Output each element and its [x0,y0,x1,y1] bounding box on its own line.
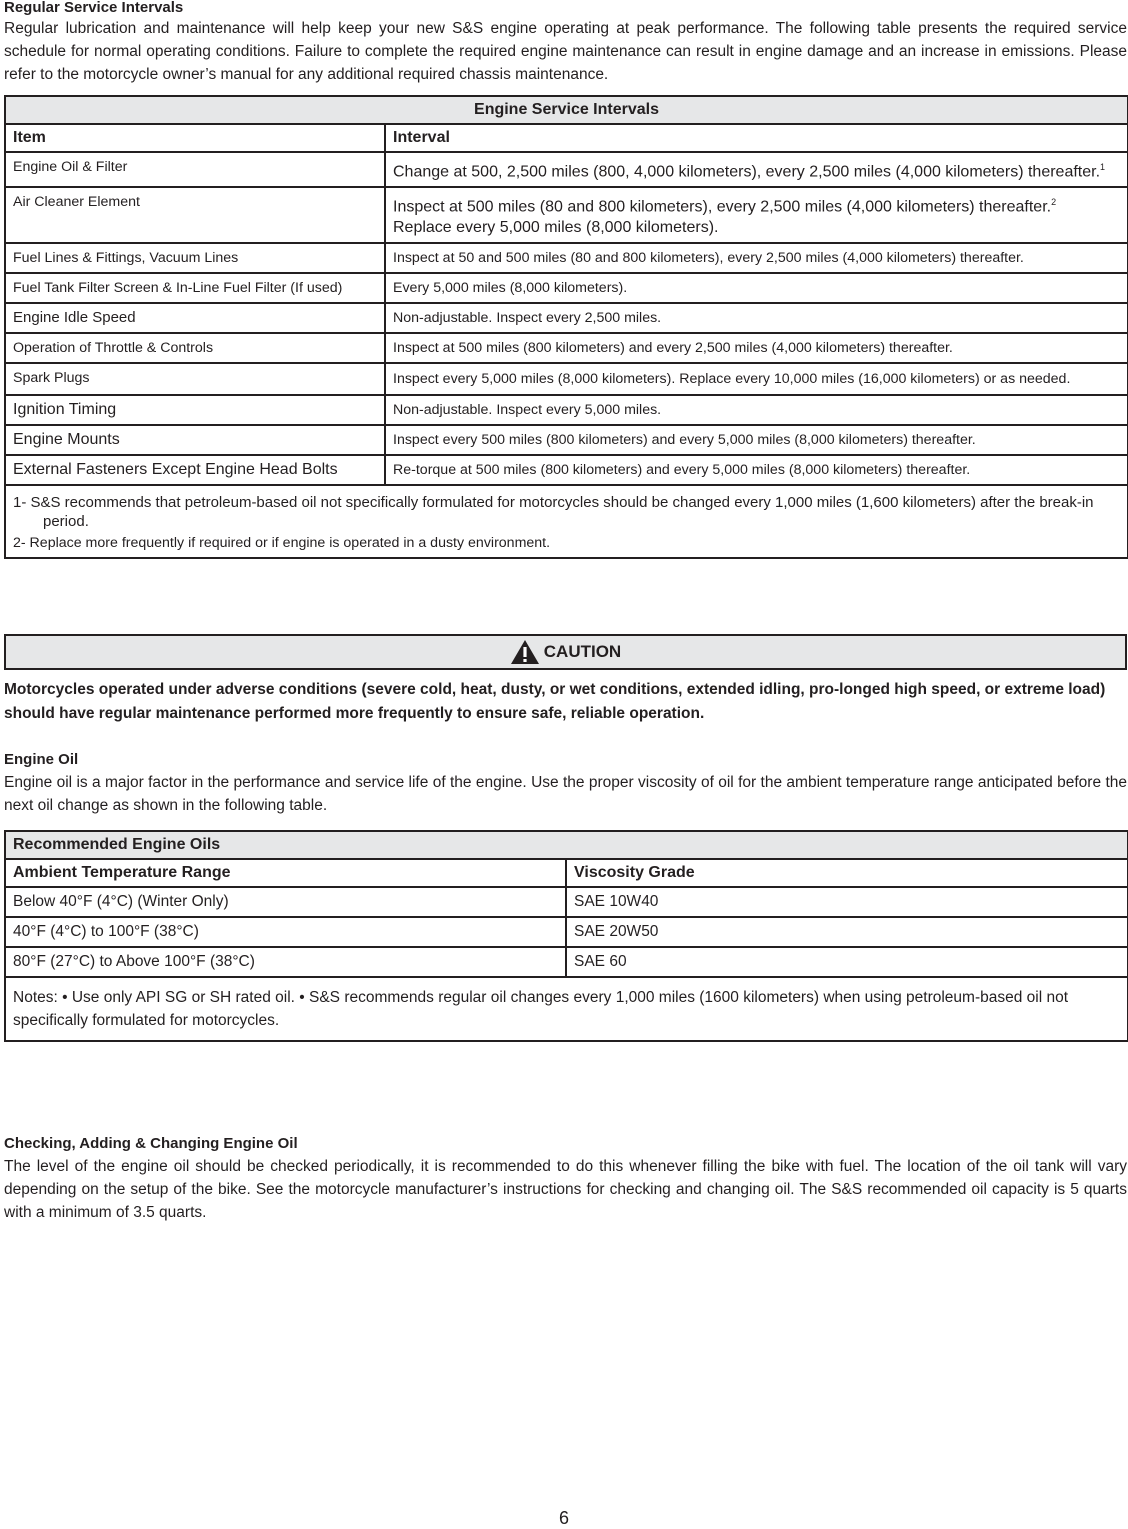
oil-table-col-temp: Ambient Temperature Range [5,859,566,887]
item-cell: Engine Idle Speed [5,303,385,333]
temp-cell: 80°F (27°C) to Above 100°F (38°C) [5,947,566,977]
footnote-ref: 1 [1100,162,1106,172]
footnotes-cell [5,485,1128,558]
grade-cell: SAE 10W40 [566,887,1128,917]
table-row [5,947,1128,977]
page-number: 6 [558,1508,569,1528]
service-table-col-item: Item [5,124,385,152]
interval-cell: Inspect every 500 miles (800 kilometers) and every 5,000 miles (8,000 kilometers) thereafter. [385,425,1128,455]
item-cell: Operation of Throttle & Controls [5,333,385,363]
table-row [5,152,1128,187]
item-cell: Ignition Timing [5,395,385,425]
footnote-2: 2- Replace more frequently if required or if engine is operated in a dusty environment. [13,534,551,551]
table-row [5,395,1128,425]
interval-cell: Every 5,000 miles (8,000 kilometers). [385,273,1128,303]
footnotes-row [5,485,1128,558]
footnote-ref: 2 [1051,197,1057,208]
checking-oil-section [4,1136,1127,1224]
grade-cell: SAE 60 [566,947,1128,977]
temp-cell: 40°F (4°C) to 100°F (38°C) [5,917,566,947]
item-cell: Engine Oil & Filter [5,152,385,187]
caution-label: CAUTION [543,642,622,661]
interval-cell: Non-adjustable. Inspect every 5,000 miles. [385,395,1128,425]
service-table-title: Engine Service Intervals [5,96,1128,124]
regular-service-body: Regular lubrication and maintenance will help keep your new S&S engine operating at peak performance. The following table presents the required service schedule for normal operating conditions. Failure to complete the required engine maintenance can result in engine damage and an increase in emissions. Please refer to the motorcycle owner’s manual for any additional required chassis maintenance. [4,20,1127,83]
table-row [5,363,1128,395]
footnote-1: 1- S&S recommends that petroleum-based oil not specifically formulated for motorcycles should be changed every 1,000 miles (1,600 kilometers) after the break-in period. [13,493,1094,530]
item-cell: Fuel Tank Filter Screen & In-Line Fuel Filter (If used) [5,273,385,303]
grade-cell: SAE 20W50 [566,917,1128,947]
interval-cell: Inspect at 500 miles (80 and 800 kilometers), every 2,500 miles (4,000 kilometers) thereafter.$^2$ Replace every 5,000 miles (8,000 kilometers). [385,187,1128,242]
recommended-engine-oils-table [4,830,1128,1042]
engine-service-intervals-table [4,95,1128,559]
item-cell: External Fasteners Except Engine Head Bolts [5,455,385,485]
regular-service-heading: Regular Service Intervals [4,0,184,16]
item-cell: Fuel Lines & Fittings, Vacuum Lines [5,243,385,273]
interval-cell: Change at 500, 2,500 miles (800, 4,000 kilometers), every 2,500 miles (4,000 kilometers) thereafter.$^1$ [385,152,1128,187]
interval-cell: Re-torque at 500 miles (800 kilometers) and every 5,000 miles (8,000 kilometers) thereafter. [385,455,1128,485]
table-row [5,243,1128,273]
interval-cell: Non-adjustable. Inspect every 2,500 miles. [385,303,1128,333]
temp-cell: Below 40°F (4°C) (Winter Only) [5,887,566,917]
oil-table-title: Recommended Engine Oils [5,831,1128,859]
engine-oil-body: Engine oil is a major factor in the performance and service life of the engine. Use the proper viscosity of oil for the ambient temperature range anticipated before the next oil change as shown in the following table. [4,774,1127,814]
table-row [5,333,1128,363]
table-row [5,455,1128,485]
table-row [5,425,1128,455]
table-row [5,273,1128,303]
oil-table-col-grade: Viscosity Grade [566,859,1128,887]
table-row [5,917,1128,947]
caution-text: Motorcycles operated under adverse conditions (severe cold, heat, dusty, or wet conditions, extended idling, pro-longed high speed, or extreme load) should have regular maintenance performed more frequently to ensure safe, reliable operation. [4,681,1106,722]
engine-oil-section [4,752,1127,817]
table-row [5,303,1128,333]
notes-row [5,977,1128,1041]
caution-banner [4,634,1127,670]
oil-notes: Notes: • Use only API SG or SH rated oil. • S&S recommends regular oil changes every 1,000 miles (1600 kilometers) when using petroleum-based oil not specifically formulated for motorcycles. [5,977,1128,1041]
interval-cell: Inspect at 500 miles (800 kilometers) and every 2,500 miles (4,000 kilometers) thereafter. [385,333,1128,363]
interval-cell: Inspect at 50 and 500 miles (80 and 800 kilometers), every 2,500 miles (4,000 kilometers) thereafter. [385,243,1128,273]
checking-oil-body: The level of the engine oil should be checked periodically, it is recommended to do this whenever filling the bike with fuel. The location of the oil tank will vary depending on the setup of the bike. See the motorcycle manufacturer’s instructions for checking and changing oil. The S&S recommended oil capacity is 5 quarts with a minimum of 3.5 quarts. [4,1158,1127,1221]
checking-oil-heading: Checking, Adding & Changing Engine Oil [4,1135,298,1152]
regular-service-section [4,0,1127,86]
engine-oil-heading: Engine Oil [4,751,79,768]
warning-icon [510,639,540,665]
item-cell: Engine Mounts [5,425,385,455]
item-cell: Spark Plugs [5,363,385,395]
item-cell: Air Cleaner Element [5,187,385,242]
interval-cell: Inspect every 5,000 miles (8,000 kilometers). Replace every 10,000 miles (16,000 kilometers) or as needed. [385,363,1128,395]
service-table-col-interval: Interval [385,124,1128,152]
table-row [5,887,1128,917]
table-row [5,187,1128,242]
